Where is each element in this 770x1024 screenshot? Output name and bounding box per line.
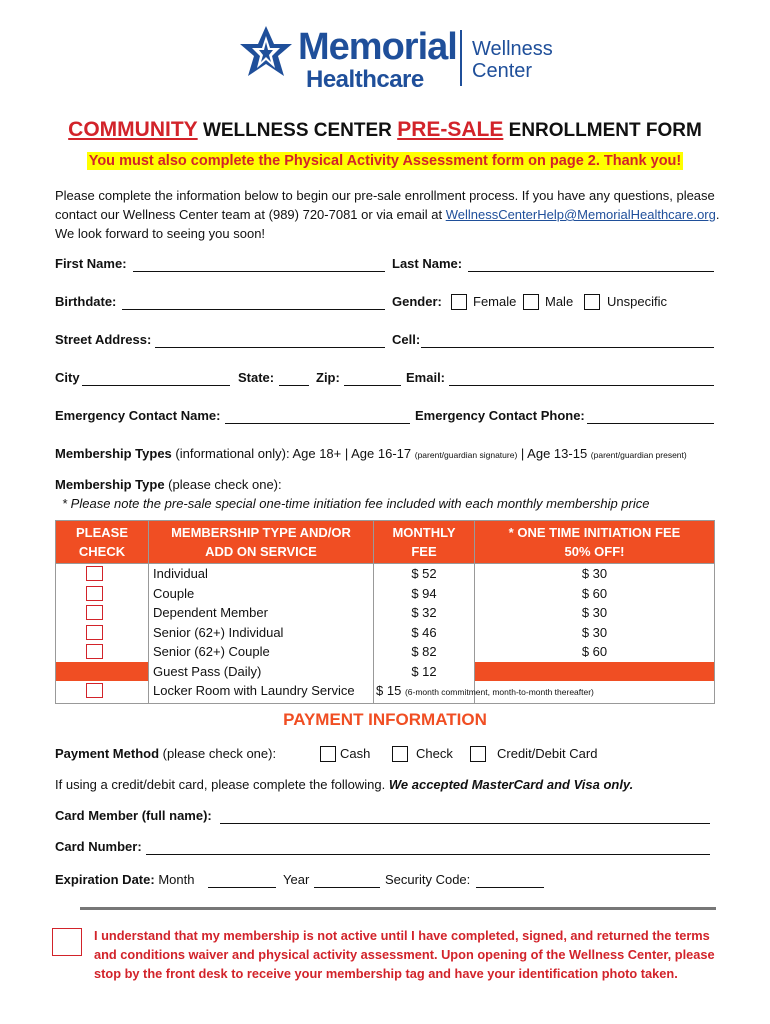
- monthly-fee-cell: [374, 584, 474, 604]
- membership-types-info: [55, 446, 735, 461]
- row-check-cell[interactable]: [56, 681, 148, 701]
- membership-type-cell: Couple: [153, 585, 195, 601]
- membership-type-cell: Guest Pass (Daily): [153, 663, 262, 679]
- month-field[interactable]: [208, 887, 276, 888]
- membership-checkbox[interactable]: [86, 683, 103, 698]
- gender-female-checkbox[interactable]: [451, 294, 467, 310]
- card-member-label: Card Member (full name):: [55, 808, 212, 823]
- fee-commitment-note: (6-month commitment, month-to-month thereafter): [404, 687, 594, 697]
- emergency-name-label: Emergency Contact Name:: [55, 408, 221, 423]
- membership-type-cell: Individual: [153, 566, 208, 581]
- zip-label: Zip:: [316, 370, 340, 385]
- monthly-fee-cell: [374, 623, 474, 643]
- init-column: [475, 564, 715, 704]
- membership-table: [55, 520, 715, 704]
- initiation-fee-cell: $ 30: [581, 605, 608, 620]
- guardian-signature-note: (parent/guardian signature): [414, 450, 518, 460]
- header-check: PLEASE CHECK: [56, 521, 149, 564]
- intro-text-end: . We look forward to seeing you soon!: [55, 207, 720, 241]
- first-name-label: First Name:: [55, 256, 127, 271]
- card-label: Credit/Debit Card: [497, 746, 598, 761]
- logo-center-name: [472, 38, 553, 82]
- city-label: City: [55, 370, 80, 385]
- page-title: [0, 118, 770, 142]
- monthly-fee-value: $ 12: [411, 663, 437, 679]
- first-name-field[interactable]: [133, 271, 385, 272]
- title-middle: WELLNESS CENTER: [197, 120, 398, 141]
- row-check-cell[interactable]: [56, 623, 148, 643]
- payment-method-row: [55, 746, 276, 761]
- street-address-label: Street Address:: [55, 332, 152, 347]
- monthly-fee-cell: [374, 642, 474, 662]
- gender-label: Gender:: [392, 294, 442, 309]
- card-number-label: Card Number:: [55, 839, 142, 854]
- check-column: [56, 564, 149, 704]
- intro-paragraph: [55, 186, 735, 243]
- type-column: [149, 564, 374, 704]
- monthly-fee-value: $ 52: [411, 566, 437, 581]
- initiation-fee-cell: [475, 662, 714, 682]
- cash-checkbox[interactable]: [320, 746, 336, 762]
- row-check-cell[interactable]: [56, 584, 148, 604]
- logo-center-line2: Center: [472, 60, 533, 82]
- card-note: [55, 777, 633, 792]
- card-note-text: If using a credit/debit card, please complete the following.: [55, 777, 389, 792]
- divider: [80, 907, 716, 910]
- guardian-present-note: (parent/guardian present): [590, 450, 687, 460]
- year-label: Year: [283, 872, 310, 887]
- year-field[interactable]: [314, 887, 380, 888]
- header-initiation-fee: * ONE TIME INITIATION FEE 50% OFF!: [475, 521, 715, 564]
- membership-types-label: Membership Types: [55, 446, 172, 461]
- card-number-field[interactable]: [146, 854, 710, 855]
- membership-types-sep: | Age 13-15: [517, 446, 591, 461]
- check-label: Check: [416, 746, 453, 761]
- gender-female-label: Female: [473, 294, 517, 309]
- card-member-field[interactable]: [220, 823, 710, 824]
- check-checkbox[interactable]: [392, 746, 408, 762]
- membership-type-cell: Senior (62+) Individual: [153, 624, 284, 640]
- membership-checkbox[interactable]: [86, 625, 103, 640]
- gender-unspecific-checkbox[interactable]: [584, 294, 600, 310]
- email-field[interactable]: [449, 385, 714, 386]
- monthly-fee-cell: [374, 564, 474, 584]
- monthly-fee-value: $ 82: [411, 644, 437, 659]
- logo: [240, 22, 560, 92]
- acknowledgement-checkbox[interactable]: [52, 928, 82, 956]
- monthly-fee-cell: [374, 662, 474, 682]
- initiation-fee-note: * Please note the pre-sale special one-time initiation fee included with each monthly membership price: [62, 496, 650, 511]
- logo-brand-sub: Healthcare: [306, 66, 424, 93]
- membership-checkbox[interactable]: [86, 605, 103, 620]
- initiation-fee-cell: $ 30: [581, 566, 608, 581]
- payment-method-note: (please check one):: [159, 746, 277, 761]
- monthly-fee-value: $ 15: [376, 683, 402, 698]
- month-label: Month: [158, 872, 195, 887]
- memorial-star-icon: [240, 26, 292, 86]
- logo-brand-name: Memorial: [298, 26, 457, 68]
- emergency-phone-label: Emergency Contact Phone:: [415, 408, 585, 423]
- last-name-label: Last Name:: [392, 256, 463, 271]
- monthly-fee-value: $ 46: [411, 624, 437, 640]
- monthly-fee-value: $ 94: [411, 585, 437, 601]
- zip-field[interactable]: [344, 385, 401, 386]
- initiation-fee-cell: $ 60: [581, 585, 608, 601]
- logo-divider: [460, 30, 462, 86]
- membership-type-cell: Locker Room with Laundry Service: [153, 683, 355, 698]
- emergency-name-field[interactable]: [225, 423, 410, 424]
- fee-column: [374, 564, 594, 704]
- card-checkbox[interactable]: [470, 746, 486, 762]
- notice-text: You must also complete the Physical Activity Assessment form on page 2. Thank you!: [88, 153, 682, 169]
- cash-label: Cash: [340, 746, 371, 761]
- expiration-row: [55, 872, 194, 887]
- intro-text: Please complete the information below to begin our pre-sale enrollment process. If you have any questions, please contact our Wellness Center team at (989) 720-7081 or via email at: [55, 188, 715, 222]
- row-check-cell[interactable]: [56, 564, 148, 584]
- birthdate-field[interactable]: [122, 309, 385, 310]
- emergency-phone-field[interactable]: [587, 423, 714, 424]
- security-code-field[interactable]: [476, 887, 544, 888]
- title-presale: PRE-SALE: [397, 118, 504, 141]
- header-monthly-fee: MONTHLY FEE: [374, 521, 475, 564]
- security-code-label: Security Code:: [385, 872, 471, 887]
- membership-checkbox[interactable]: [86, 586, 103, 601]
- initiation-fee-cell: $ 60: [581, 644, 608, 659]
- birthdate-label: Birthdate:: [55, 294, 117, 309]
- monthly-fee-value: $ 32: [411, 605, 437, 620]
- gender-unspecific-label: Unspecific: [607, 294, 667, 309]
- membership-type-cell: Dependent Member: [153, 605, 268, 620]
- monthly-fee-cell: [374, 603, 474, 623]
- last-name-field[interactable]: [468, 271, 714, 272]
- gender-male-checkbox[interactable]: [523, 294, 539, 310]
- title-community: COMMUNITY: [68, 118, 198, 141]
- email-label: Email:: [406, 370, 446, 385]
- row-check-cell[interactable]: [56, 642, 148, 662]
- membership-type-note: (please check one):: [164, 477, 282, 492]
- contact-email-link[interactable]: WellnessCenterHelp@MemorialHealthcare.org: [445, 207, 716, 222]
- acknowledgement-text: I understand that my membership is not active until I have completed, signed, and returned the terms and conditions waiver and physical activity assessment. Upon opening of the Wellness Center, please stop by the front desk to receive your membership tag and have your identification photo taken.: [94, 928, 715, 981]
- row-check-cell: [56, 662, 148, 682]
- payment-method-label: Payment Method: [55, 746, 160, 761]
- initiation-fee-cell: $ 30: [581, 624, 608, 640]
- membership-type-cell: Senior (62+) Couple: [153, 644, 270, 659]
- title-end: ENROLLMENT FORM: [503, 120, 702, 141]
- membership-checkbox[interactable]: [86, 644, 103, 659]
- monthly-fee-cell: [374, 681, 594, 703]
- membership-type-label: Membership Type: [55, 477, 165, 492]
- cell-label: Cell:: [392, 332, 421, 347]
- notice-banner: [0, 152, 770, 170]
- cell-field[interactable]: [421, 347, 714, 348]
- gender-male-label: Male: [545, 294, 574, 309]
- city-field[interactable]: [82, 385, 230, 386]
- header-membership-type: MEMBERSHIP TYPE AND/OR ADD ON SERVICE: [149, 521, 374, 564]
- state-label: State:: [238, 370, 275, 385]
- membership-type-heading: [55, 477, 282, 492]
- street-address-field[interactable]: [155, 347, 385, 348]
- membership-checkbox[interactable]: [86, 566, 103, 581]
- payment-title: PAYMENT INFORMATION: [283, 710, 487, 729]
- membership-types-note: (informational only): Age 18+ | Age 16-17: [171, 446, 415, 461]
- state-field[interactable]: [279, 385, 309, 386]
- expiration-label: Expiration Date:: [55, 872, 155, 887]
- row-check-cell[interactable]: [56, 603, 148, 623]
- card-note-bold: We accepted MasterCard and Visa only.: [388, 777, 634, 792]
- logo-center-line1: Wellness: [472, 38, 553, 60]
